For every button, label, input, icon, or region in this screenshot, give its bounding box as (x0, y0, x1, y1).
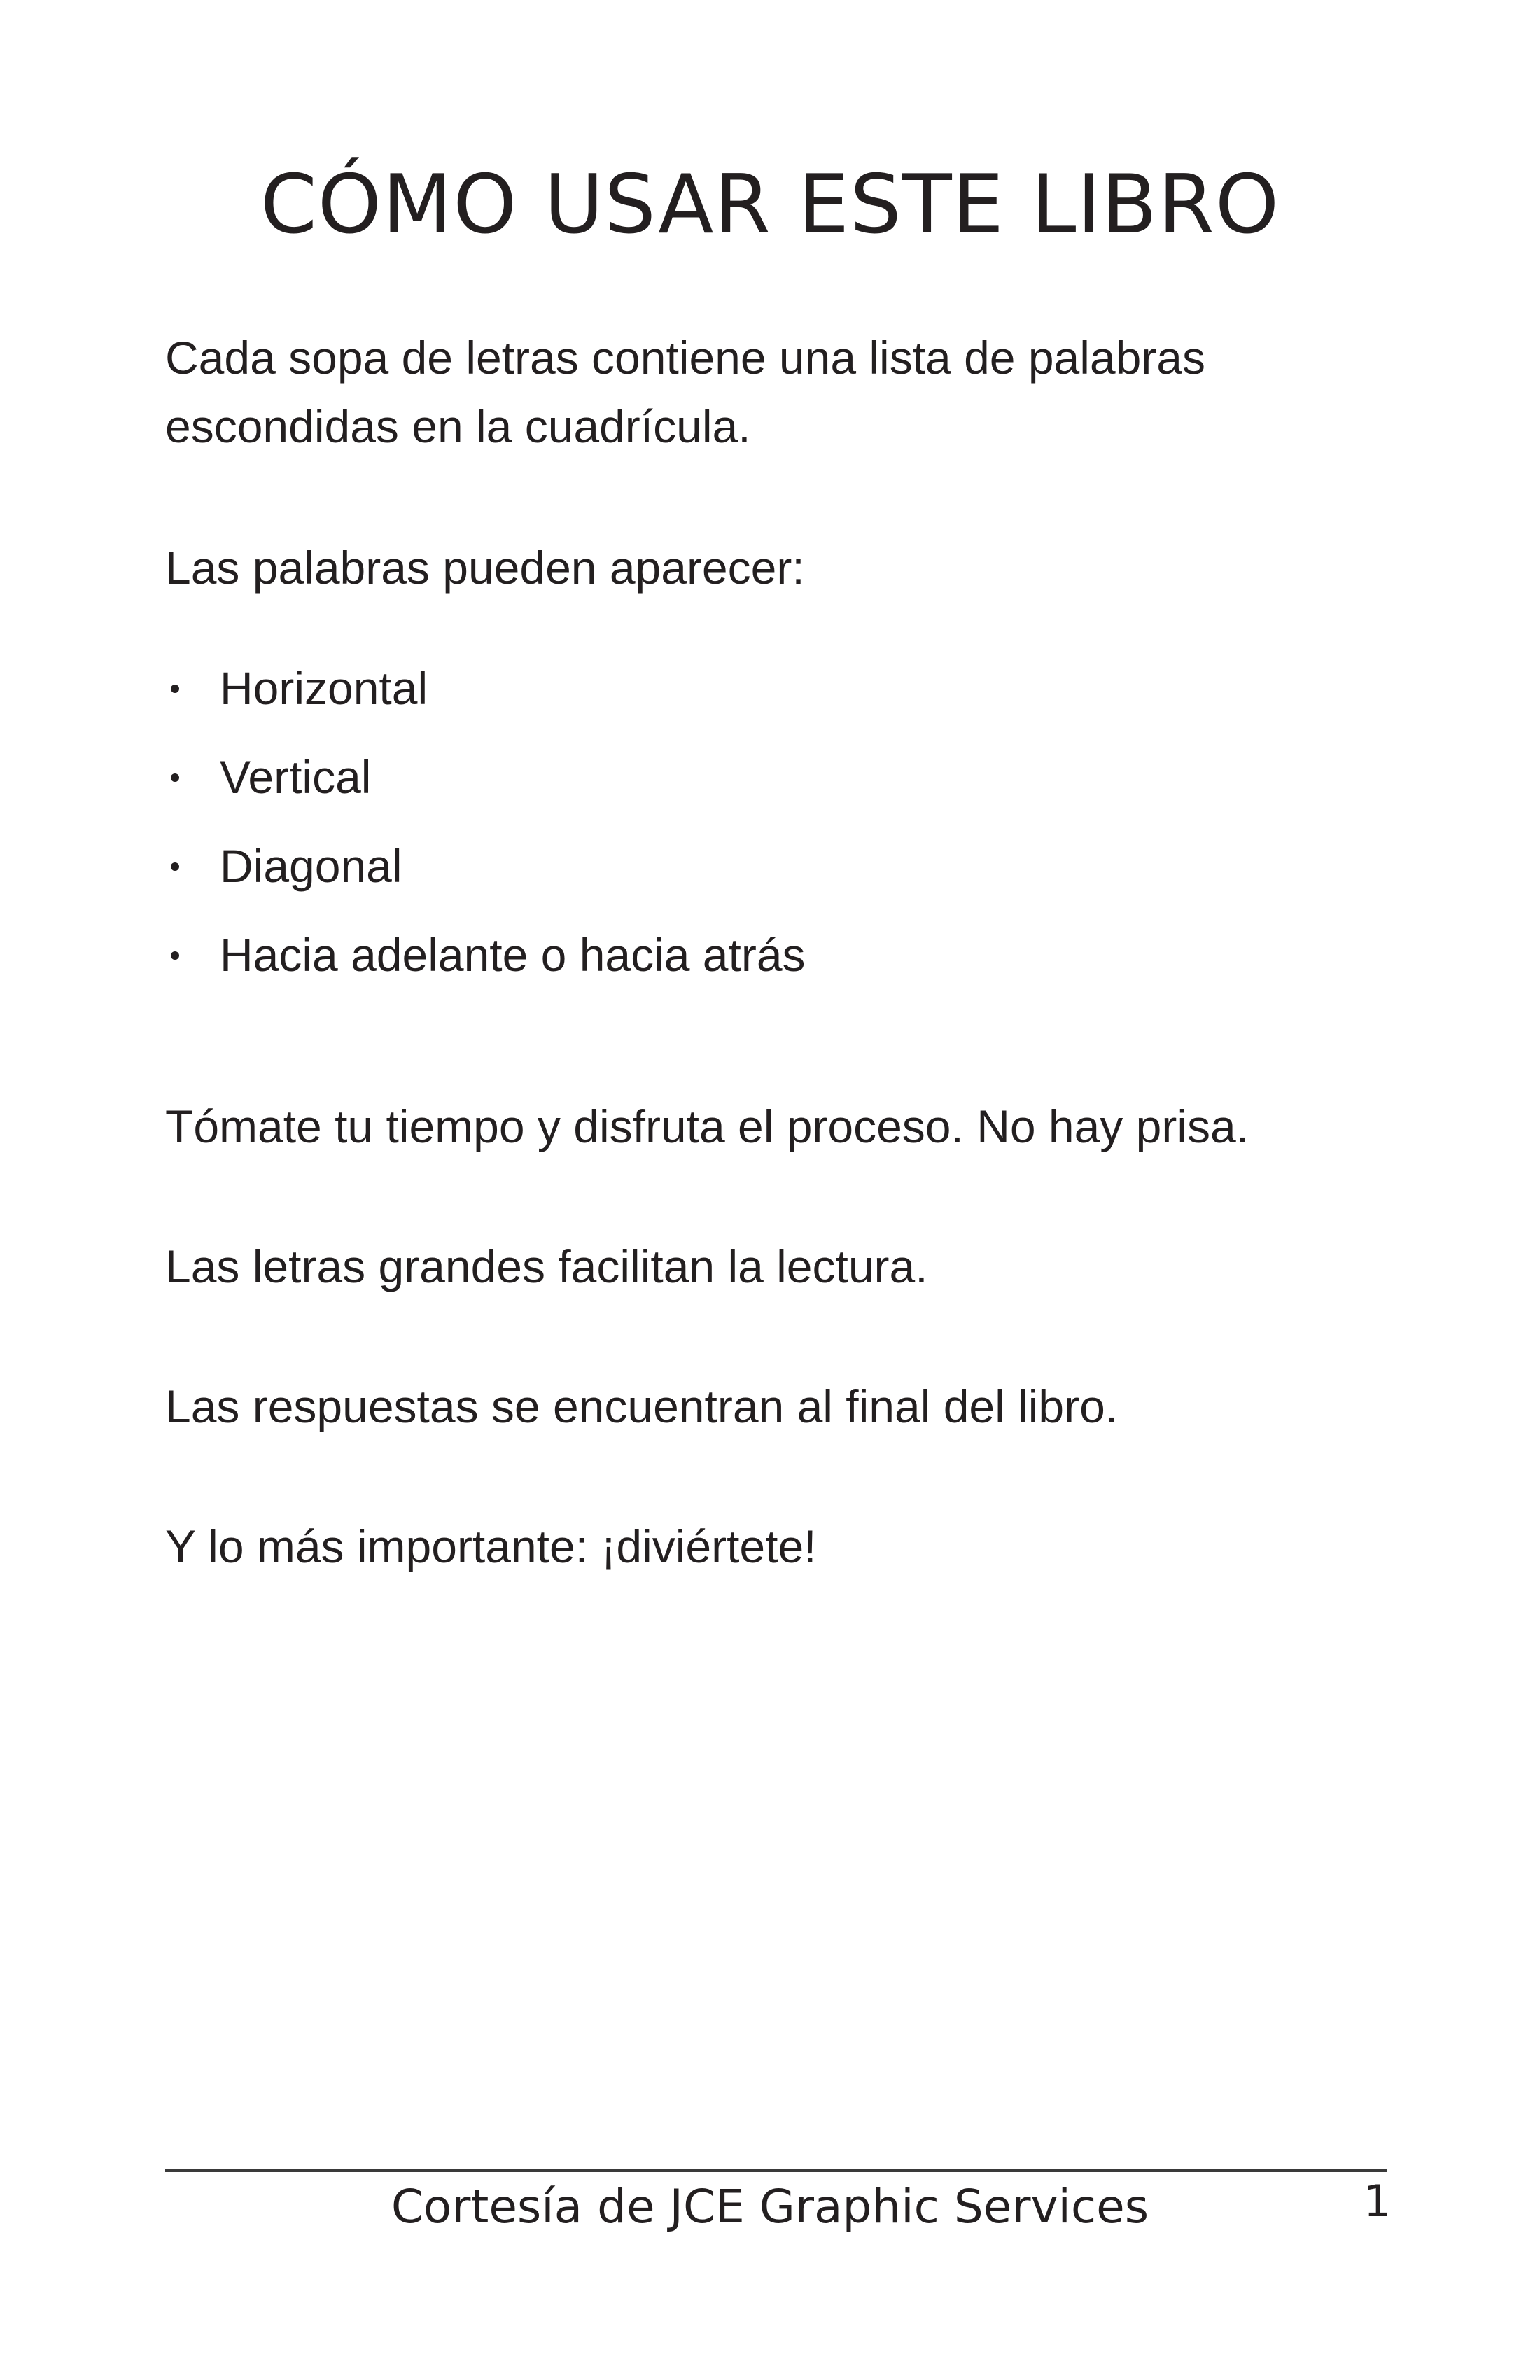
bullet-icon (171, 862, 179, 871)
answers-paragraph: Las respuestas se encuentran al final del libro. (165, 1380, 1119, 1432)
have-fun-paragraph: Y lo más importante: ¡diviértete! (165, 1520, 817, 1572)
bullet-icon (171, 774, 179, 782)
list-item (165, 743, 1411, 832)
direction-label: Horizontal (220, 662, 428, 714)
intro-paragraph: Cada sopa de letras contiene una lista de palabras escondidas en la cuadrícula. (165, 332, 1205, 452)
list-item (165, 654, 1411, 743)
directions-intro: Las palabras pueden aparecer: (165, 542, 805, 594)
list-item (165, 832, 1411, 920)
direction-label: Vertical (220, 751, 372, 803)
bullet-icon (171, 685, 179, 693)
list-item (165, 920, 1411, 1009)
footer-credit: Cortesía de JCE Graphic Services (391, 2180, 1149, 2234)
take-time-paragraph: Tómate tu tiempo y disfruta el proceso. No hay prisa. (165, 1100, 1250, 1152)
page-title: CÓMO USAR ESTE LIBRO (260, 158, 1280, 252)
direction-label: Diagonal (220, 840, 402, 892)
direction-label: Hacia adelante o hacia atrás (220, 929, 806, 981)
bullet-icon (171, 951, 179, 960)
footer-divider (165, 2169, 1387, 2172)
directions-list (165, 654, 1411, 1009)
page-number: 1 (1364, 2176, 1392, 2227)
large-letters-paragraph: Las letras grandes facilitan la lectura. (165, 1240, 928, 1292)
